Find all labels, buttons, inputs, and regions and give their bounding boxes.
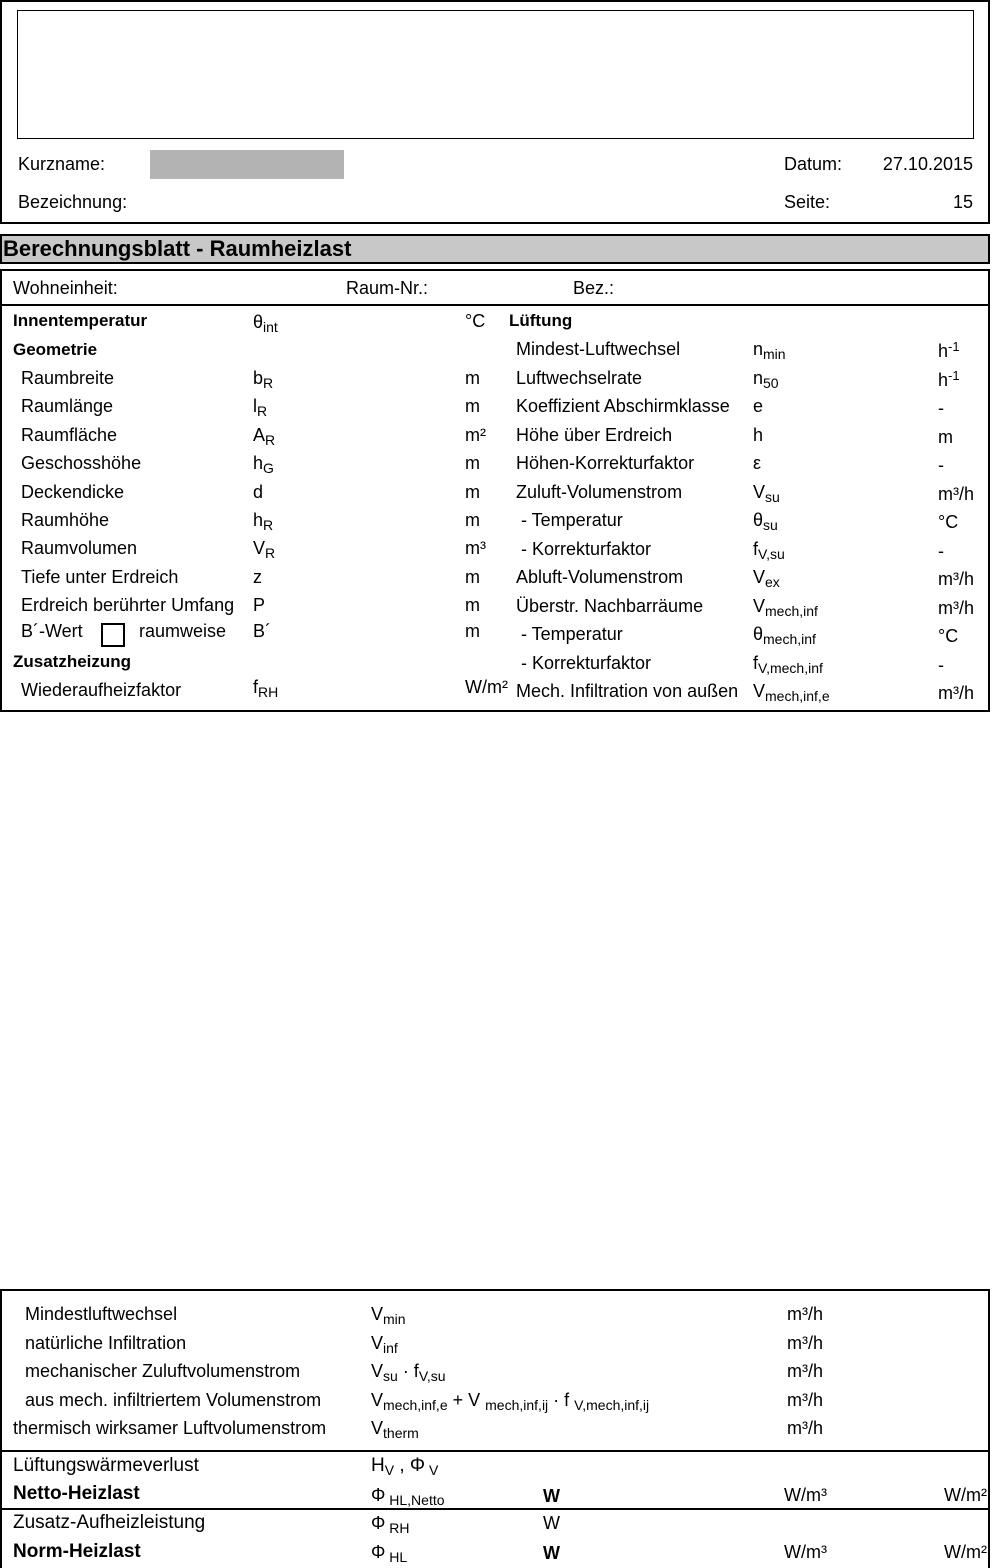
ventilation-row-label: Höhen-Korrekturfaktor — [516, 453, 695, 473]
ventilation-row-symbol: e — [753, 396, 764, 416]
lueftung-heading: Lüftung — [509, 311, 573, 330]
ventilation-row-label: Abluft-Volumenstrom — [516, 567, 684, 587]
raumweise-checkbox[interactable] — [101, 623, 125, 647]
norm-heizlast-label: Norm-Heizlast — [13, 1541, 141, 1562]
geometry-row-label: Raumhöhe — [21, 510, 110, 530]
ventilation-row-symbol: $V_{su}$ — [753, 481, 780, 505]
ventilation-row-symbol: $f_{V,mech,inf}$ — [753, 652, 823, 676]
geometry-row-symbol: $h_R$ — [253, 510, 274, 533]
ventilation-row-unit: m — [938, 426, 953, 447]
summary-row-label: Mindestluftwechsel — [25, 1304, 178, 1324]
ventilation-row-unit: °C — [938, 512, 959, 532]
ventilation-row-symbol: $V_{ex}$ — [753, 567, 780, 590]
ventilation-row-unit: m³/h — [938, 683, 974, 703]
ventilation-row-symbol: $V_{mech,inf}$ — [753, 595, 818, 619]
geometry-row-label: Tiefe unter Erdreich — [21, 566, 179, 587]
summary-row-unit: m³/h — [787, 1361, 823, 1381]
geometry-row-symbol: P — [253, 595, 266, 616]
norm-heizlast-wm3: W/m³ — [784, 1542, 827, 1562]
ventilation-row-unit: - — [938, 654, 944, 675]
ventilation-row-label: - Temperatur — [516, 624, 623, 644]
raumweise-label: raumweise — [139, 621, 227, 641]
seite-label: Seite: — [784, 192, 831, 212]
norm-heizlast-w: W — [543, 1543, 560, 1563]
bwert-symbol: B´ — [253, 621, 271, 641]
geometry-row-symbol: $A_R$ — [253, 424, 276, 448]
ventilation-row-symbol: $V_{mech,inf,e}$ — [753, 681, 830, 704]
lueftungswaermeverlust-label: Lüftungswärmeverlust — [13, 1455, 199, 1476]
ventilation-row-symbol: h — [753, 424, 764, 445]
geometry-row-symbol: $b_R$ — [253, 368, 274, 391]
ventilation-row-unit: m³/h — [938, 597, 974, 618]
geometry-row-symbol: $h_G$ — [253, 453, 274, 477]
ventilation-row-label: Mech. Infiltration von außen — [516, 681, 739, 701]
ventilation-row-label: Höhe über Erdreich — [516, 424, 673, 445]
raum-nr-label: Raum-Nr.: — [346, 278, 429, 298]
geometry-row-unit: m — [465, 481, 480, 502]
geometry-row-unit: m² — [465, 424, 486, 445]
ventilation-row-unit: $h^{-1}$ — [938, 367, 960, 390]
ventilation-row-symbol: $\theta_{su}$ — [753, 510, 778, 533]
ventilation-row-label: Überstr. Nachbarräume — [516, 595, 704, 616]
summary-row-unit: m³/h — [787, 1332, 823, 1353]
bwert-unit: m — [465, 621, 480, 641]
datum-value: 27.10.2015 — [882, 154, 973, 174]
ventilation-row-label: Luftwechselrate — [516, 367, 643, 388]
zusatzheizung-heading: Zusatzheizung — [13, 652, 132, 671]
ventilation-row-label: - Temperatur — [516, 510, 623, 530]
wiederaufheiz-symbol: $f_{RH}$ — [253, 677, 279, 700]
ventilation-row-symbol: $n_{50}$ — [753, 367, 779, 391]
netto-heizlast-wm3: W/m³ — [784, 1485, 827, 1505]
zusatz-aufheizleistung-formula: Φ $_{RH}$ — [371, 1513, 410, 1536]
ventilation-row-unit: - — [938, 455, 944, 475]
summary-row-label: thermisch wirksamer Luftvolumenstrom — [13, 1418, 327, 1438]
netto-heizlast-wm2: W/m² — [944, 1485, 987, 1505]
summary-divider-1 — [0, 1450, 990, 1452]
innentemperatur-label: Innentemperatur — [13, 311, 148, 330]
summary-divider-2 — [0, 1508, 990, 1510]
ventilation-row-unit: $h^{-1}$ — [938, 339, 960, 361]
bwert-label: B´-Wert — [21, 621, 83, 641]
summary-row-unit: m³/h — [787, 1418, 823, 1438]
geometry-row-unit: m³ — [465, 538, 486, 559]
norm-heizlast-wm2: W/m² — [944, 1542, 987, 1562]
summary-row-label: aus mech. infiltriertem Volumenstrom — [25, 1389, 322, 1410]
zusatz-aufheizleistung-label: Zusatz-Aufheizleistung — [13, 1512, 206, 1533]
lueftungswaermeverlust-formula: $H_V$ , Φ $_V$ — [371, 1455, 439, 1478]
kurzname-label: Kurzname: — [18, 154, 106, 174]
geometry-row-label: Raumlänge — [21, 396, 114, 417]
netto-heizlast-formula: Φ $_{HL,Netto}$ — [371, 1485, 445, 1508]
summary-row-formula: $V_{inf}$ — [371, 1332, 398, 1356]
ventilation-row-label: Mindest-Luftwechsel — [516, 339, 681, 359]
summary-row-formula: $V_{min}$ — [371, 1304, 406, 1327]
summary-row-formula: $V_{su} \cdot f_{V,su}$ — [371, 1361, 446, 1384]
norm-heizlast-formula: Φ $_{HL}$ — [371, 1542, 408, 1565]
ventilation-row-symbol: $f_{V,su}$ — [753, 538, 785, 562]
geometry-row-symbol: z — [253, 566, 262, 587]
parameters-frame — [0, 269, 990, 712]
summary-row-formula: $V_{mech,inf,e} + V$ $_{mech,inf,ij}$ · f $_{V,mech,inf,ij}$ — [371, 1389, 650, 1413]
ventilation-row-label: - Korrekturfaktor — [516, 538, 652, 559]
geometry-row-label: Raumvolumen — [21, 538, 138, 559]
ventilation-row-unit: m³/h — [938, 483, 974, 504]
netto-heizlast-w: W — [543, 1486, 560, 1506]
innentemperatur-symbol: $\theta_{int}$ — [253, 312, 278, 335]
geometry-row-label: Geschosshöhe — [21, 453, 142, 474]
datum-label: Datum: — [784, 154, 843, 174]
geometry-row-unit: m — [465, 595, 480, 616]
ventilation-row-label: Koeffizient Abschirmklasse — [516, 396, 730, 416]
seite-value: 15 — [952, 192, 973, 212]
geometry-row-symbol: d — [253, 481, 264, 502]
logo-area — [17, 10, 974, 139]
bezeichnung-label: Bezeichnung: — [18, 192, 128, 212]
geometry-row-unit: m — [465, 510, 480, 530]
geometry-row-symbol: $V_R$ — [253, 538, 276, 562]
ventilation-row-unit: - — [938, 540, 944, 561]
ventilation-row-symbol: ε — [753, 453, 762, 473]
ventilation-row-label: Zuluft-Volumenstrom — [516, 481, 683, 502]
summary-row-unit: m³/h — [787, 1304, 823, 1324]
summary-row-label: mechanischer Zuluftvolumenstrom — [25, 1361, 301, 1381]
summary-row-label: natürliche Infiltration — [25, 1332, 187, 1353]
bez-label: Bez.: — [573, 278, 615, 298]
summary-row-unit: m³/h — [787, 1389, 823, 1410]
page-title: Berechnungsblatt - Raumheizlast — [3, 236, 352, 261]
ventilation-row-unit: m³/h — [938, 569, 974, 589]
geometrie-heading: Geometrie — [13, 340, 98, 359]
ventilation-row-unit: °C — [938, 626, 959, 646]
geometry-row-unit: m — [465, 566, 480, 587]
wohneinheit-label: Wohneinheit: — [13, 278, 118, 298]
zusatz-aufheizleistung-w: W — [543, 1513, 560, 1533]
info-divider — [0, 304, 990, 306]
geometry-row-label: Erdreich berührter Umfang — [21, 595, 235, 616]
ventilation-row-symbol: $n_{min}$ — [753, 339, 786, 362]
wiederaufheiz-label: Wiederaufheizfaktor — [21, 680, 182, 700]
geometry-row-unit: m — [465, 453, 480, 474]
ventilation-row-label: - Korrekturfaktor — [516, 652, 652, 673]
wiederaufheiz-unit: W/m² — [465, 677, 508, 697]
geometry-row-label: Deckendicke — [21, 481, 125, 502]
geometry-row-symbol: $l_R$ — [253, 396, 268, 420]
ventilation-row-symbol: $\theta_{mech,inf}$ — [753, 624, 816, 647]
geometry-row-unit: m — [465, 396, 480, 417]
netto-heizlast-label: Netto-Heizlast — [13, 1483, 140, 1504]
geometry-row-label: Raumfläche — [21, 424, 118, 445]
geometry-row-label: Raumbreite — [21, 368, 115, 388]
innentemperatur-unit: °C — [465, 311, 486, 331]
summary-row-formula: $V_{therm}$ — [371, 1418, 419, 1441]
geometry-row-unit: m — [465, 368, 480, 388]
kurzname-field — [150, 150, 344, 179]
ventilation-row-unit: - — [938, 398, 944, 418]
